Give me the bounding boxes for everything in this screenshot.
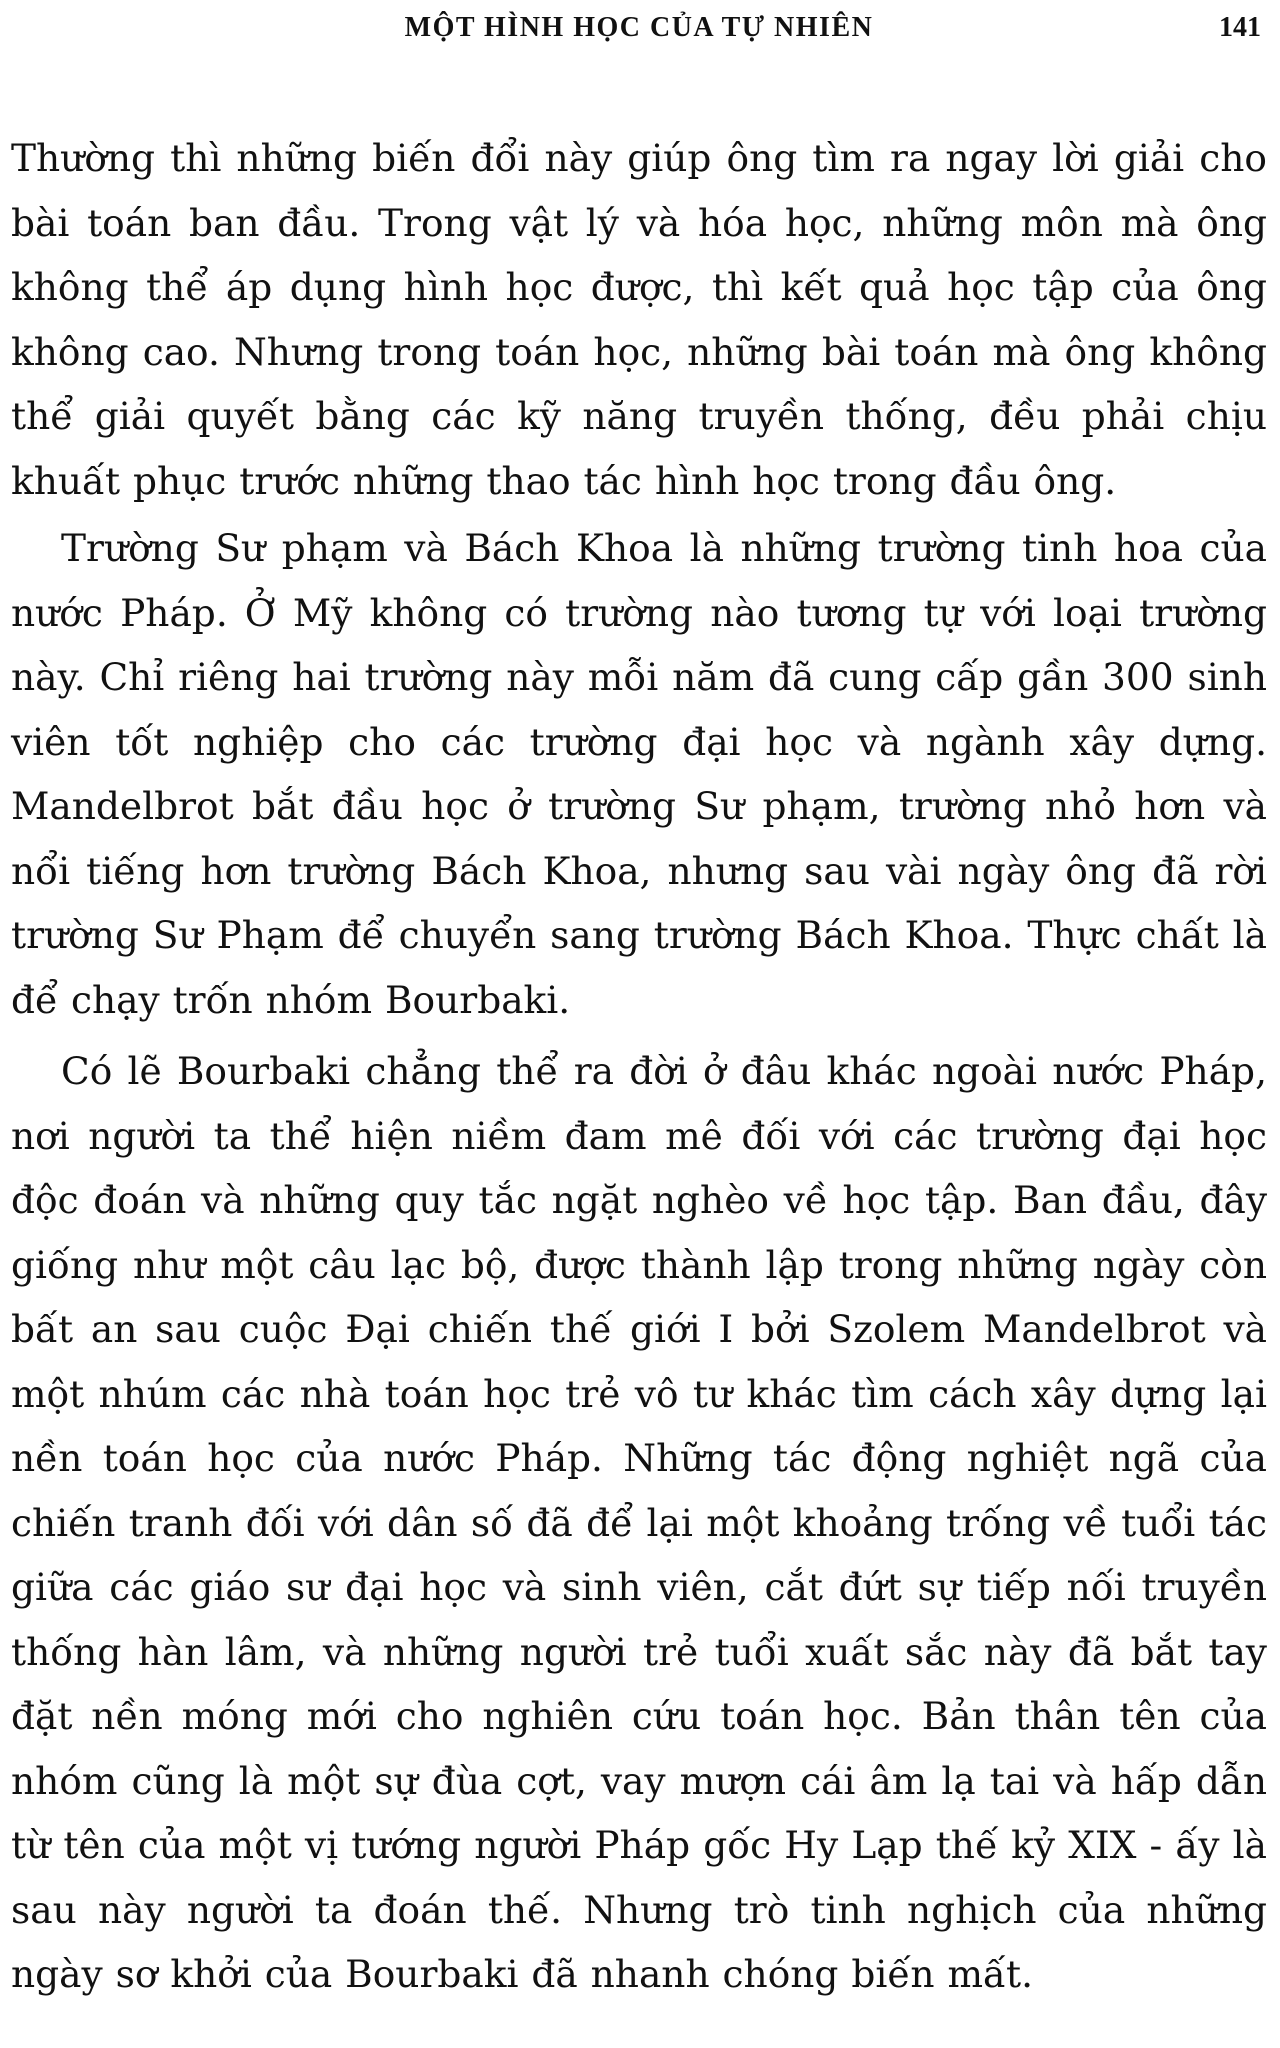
paragraph-3: Có lẽ Bourbaki chẳng thể ra đời ở đâu khác ngoài nước Pháp, nơi người ta thể hiện niềm đam mê đối với các trường đại học độc đoán và những quy tắc ngặt nghèo về học tập. Ban đầu, đây giống như một câu lạc bộ, được thành lập trong những ngày còn bất an sau cuộc Đại chiến thế giới I bởi Szolem Mandelbrot và một nhúm các nhà toán học trẻ vô tư khác tìm cách xây dựng lại nền toán học của nước Pháp. Những tác động nghiệt ngã của chiến tranh đối với dân số đã để lại một khoảng trống về tuổi tác giữa các giáo sư đại học và sinh viên, cắt đứt sự tiếp nối truyền thống hàn lâm, và những người trẻ tuổi xuất sắc này đã bắt tay đặt nền móng mới cho nghiên cứu toán học. Bản thân tên của nhóm cũng là một sự đùa cợt, vay mượn cái âm lạ tai và hấp dẫn từ tên của một vị tướng người Pháp gốc Hy Lạp thế kỷ XIX - ấy là sau này người ta đoán thế. Nhưng trò tinh nghịch của những ngày sơ khởi của Bourbaki đã nhanh chóng biến mất.	[11, 1049, 1267, 1996]
body-text	[11, 126, 1267, 2007]
paragraph-1: Thường thì những biến đổi này giúp ông tìm ra ngay lời giải cho bài toán ban đầu. Trong vật lý và hóa học, những môn mà ông không thể áp dụng hình học được, thì kết quả học tập của ông không cao. Nhưng trong toán học, những bài toán mà ông không thể giải quyết bằng các kỹ năng truyền thống, đều phải chịu khuất phục trước những thao tác hình học trong đầu ông.	[11, 136, 1267, 503]
running-header	[11, 10, 1267, 46]
chapter-title: MỘT HÌNH HỌC CỦA TỰ NHIÊN	[404, 12, 874, 43]
paragraph-2: Trường Sư phạm và Bách Khoa là những trường tinh hoa của nước Pháp. Ở Mỹ không có trường nào tương tự với loại trường này. Chỉ riêng hai trường này mỗi năm đã cung cấp gần 300 sinh viên tốt nghiệp cho các trường đại học và ngành xây dựng. Mandelbrot bắt đầu học ở trường Sư phạm, trường nhỏ hơn và nổi tiếng hơn trường Bách Khoa, nhưng sau vài ngày ông đã rời trường Sư Phạm để chuyển sang trường Bách Khoa. Thực chất là để chạy trốn nhóm Bourbaki.	[11, 526, 1267, 1022]
page-number: 141	[1219, 12, 1261, 43]
